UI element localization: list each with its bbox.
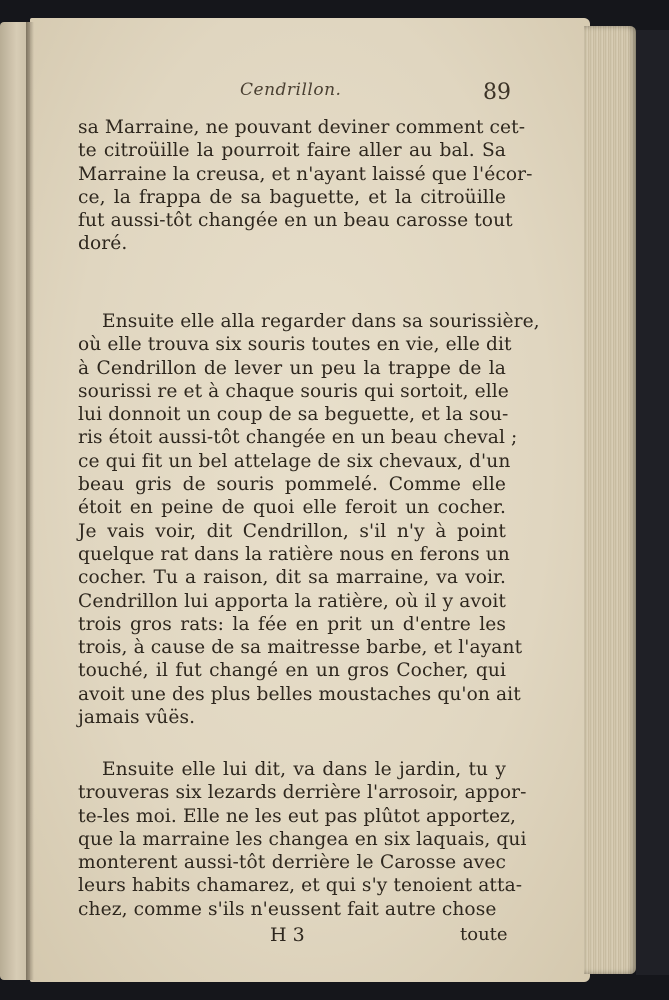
text-line: fut aussi-tôt changée en un beau carosse tout xyxy=(78,210,513,232)
text-line: que la marraine les changea en six laquais, qui xyxy=(78,828,527,850)
text-line: avoit une des plus belles moustaches qu'on ait xyxy=(78,683,521,705)
text-line: leurs habits chamarez, et qui s'y tenoient atta- xyxy=(78,875,523,897)
text-line: beau gris de souris pommelé. Comme elle xyxy=(78,474,506,496)
paragraph-2 xyxy=(78,310,540,729)
text-line: sa Marraine, ne pouvant deviner comment cet- xyxy=(78,117,526,138)
running-head: Cendrillon. xyxy=(240,80,342,100)
text-line: sourissi re et à chaque souris qui sortoit, elle xyxy=(78,380,509,402)
text-line: ce qui fit un bel attelage de six chevaux, d'un xyxy=(78,450,511,472)
catchword: toute xyxy=(460,924,508,945)
page-stack-edges xyxy=(584,26,636,974)
text-line: Cendrillon lui apporta la ratière, où il y avoit xyxy=(78,590,506,612)
signature-mark: H 3 xyxy=(270,924,305,946)
gutter-shadow xyxy=(26,22,34,980)
text-line: trois gros rats: la fée en prit un d'entre les xyxy=(78,613,506,635)
text-line: lui donnoit un coup de sa beguette, et la sou- xyxy=(78,404,509,426)
page-number: 89 xyxy=(483,80,511,105)
text-line: monterent aussi-tôt derrière le Carosse avec xyxy=(78,852,506,874)
text-line: Ensuite elle lui dit, va dans le jardin, tu y xyxy=(102,759,506,780)
paragraph-1 xyxy=(78,116,533,256)
text-line: quelque rat dans la ratière nous en ferons un xyxy=(78,543,510,565)
text-line: où elle trouva six souris toutes en vie, elle dit xyxy=(78,334,512,356)
text-line: ris étoit aussi-tôt changée en un beau cheval ; xyxy=(78,427,518,449)
text-line: Marraine la creusa, et n'ayant laissé que l'écor- xyxy=(78,163,533,185)
text-line: te citroüille la pourroit faire aller au bal. Sa xyxy=(78,140,506,162)
text-line: étoit en peine de quoi elle feroit un cocher. xyxy=(78,497,506,519)
text-line: touché, il fut changé en un gros Cocher, qui xyxy=(78,660,506,682)
text-line: ce, la frappa de sa baguette, et la citroüille xyxy=(78,186,506,208)
text-line: Ensuite elle alla regarder dans sa sourissière, xyxy=(102,311,540,332)
paragraph-3 xyxy=(78,758,527,921)
text-line: trouveras six lezards derrière l'arrosoir, appor- xyxy=(78,782,527,804)
text-line: doré. xyxy=(78,233,128,255)
text-line: à Cendrillon de lever un peu la trappe de la xyxy=(78,357,506,379)
text-line: te-les moi. Elle ne les eut pas plûtot apportez, xyxy=(78,805,517,827)
text-line: cocher. Tu a raison, dit sa marraine, va voir. xyxy=(78,567,506,589)
text-line: jamais vûës. xyxy=(78,707,196,729)
book-cover xyxy=(636,30,669,975)
text-line: chez, comme s'ils n'eussent fait autre chose xyxy=(78,898,497,920)
text-line: Je vais voir, dit Cendrillon, s'il n'y à point xyxy=(78,520,506,542)
text-line: trois, à cause de sa maitresse barbe, et l'ayant xyxy=(78,637,523,659)
